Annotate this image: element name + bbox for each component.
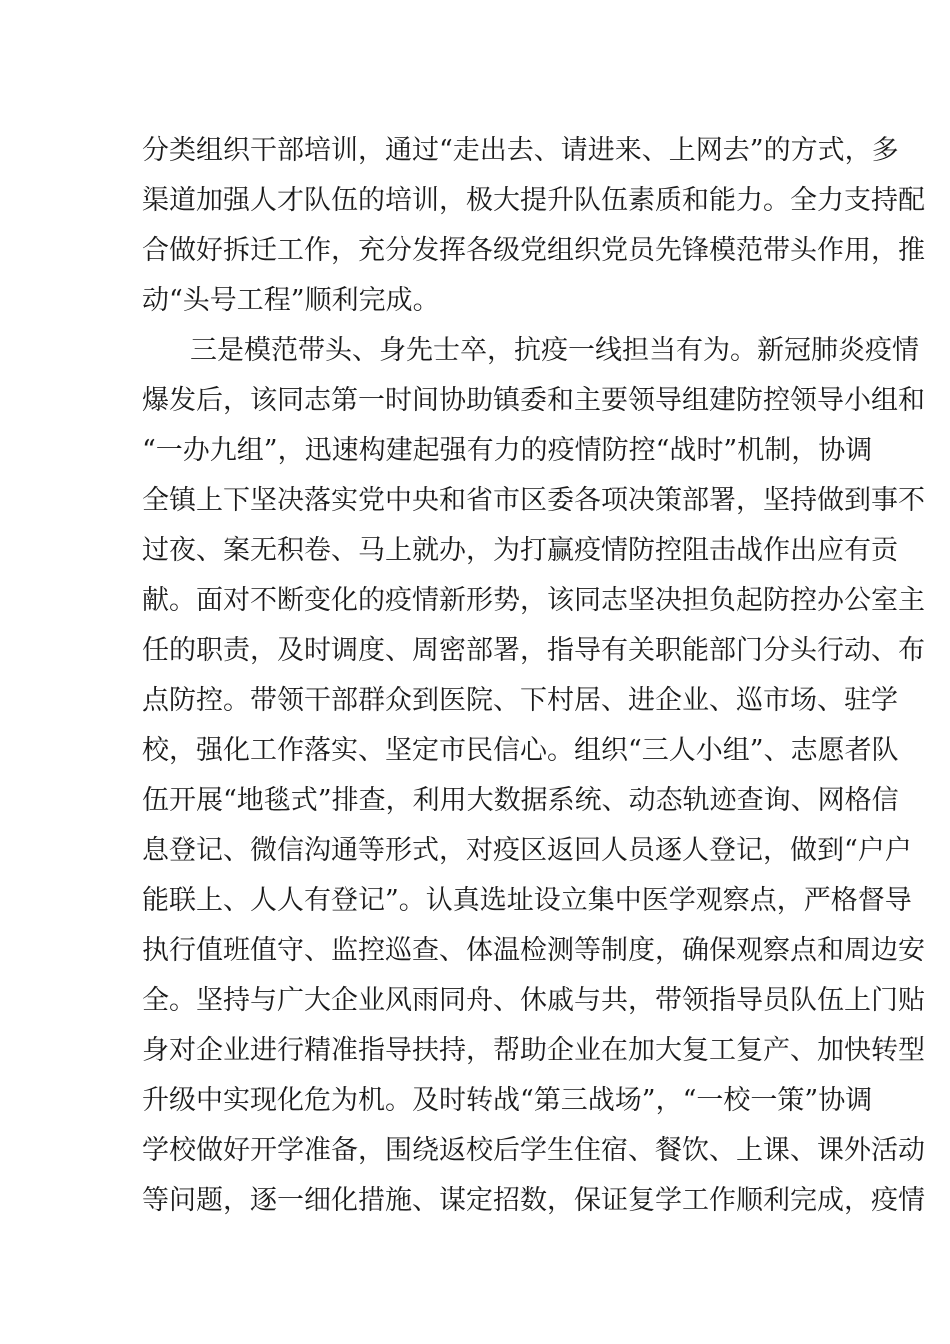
text-line: “一办九组”，迅速构建起强有力的疫情防控“战时”机制，协调 <box>142 435 873 466</box>
text-line: 渠道加强人才队伍的培训，极大提升队伍素质和能力。全力支持配 <box>142 185 925 216</box>
text-line: 过夜、案无积卷、马上就办，为打赢疫情防控阻击战作出应有贡 <box>142 535 898 566</box>
text-line: 息登记、微信沟通等形式，对疫区返回人员逐人登记，做到“户户 <box>142 835 912 866</box>
text-line: 执行值班值守、监控巡查、体温检测等制度，确保观察点和周边安 <box>142 935 925 966</box>
text-line: 身对企业进行精准指导扶持，帮助企业在加大复工复产、加快转型 <box>142 1035 925 1066</box>
text-line: 任的职责，及时调度、周密部署，指导有关职能部门分头行动、布 <box>142 635 925 666</box>
text-line: 点防控。带领干部群众到医院、下村居、进企业、巡市场、驻学 <box>142 685 898 716</box>
text-line: 爆发后，该同志第一时间协助镇委和主要领导组建防控领导小组和 <box>142 385 925 416</box>
text-line: 合做好拆迁工作，充分发挥各级党组织党员先锋模范带头作用，推 <box>142 235 925 266</box>
text-line: 全镇上下坚决落实党中央和省市区委各项决策部署，坚持做到事不 <box>142 485 925 516</box>
text-line: 学校做好开学准备，围绕返校后学生住宿、餐饮、上课、课外活动 <box>142 1135 925 1166</box>
text-line: 献。面对不断变化的疫情新形势，该同志坚决担负起防控办公室主 <box>142 585 925 616</box>
text-line: 能联上、人人有登记”。认真选址设立集中医学观察点，严格督导 <box>142 885 912 916</box>
text-line: 校，强化工作落实、坚定市民信心。组织“三人小组”、志愿者队 <box>142 735 899 766</box>
text-line: 全。坚持与广大企业风雨同舟、休戚与共，带领指导员队伍上门贴 <box>142 985 925 1016</box>
text-line: 动“头号工程”顺利完成。 <box>142 285 440 316</box>
text-line: 伍开展“地毯式”排查，利用大数据系统、动态轨迹查询、网格信 <box>142 785 899 816</box>
text-line: 分类组织干部培训，通过“走出去、请进来、上网去”的方式，多 <box>142 135 899 166</box>
text-line: 升级中实现化危为机。及时转战“第三战场”，“一校一策”协调 <box>142 1085 873 1116</box>
text-line: 等问题，逐一细化措施、谋定招数，保证复学工作顺利完成，疫情 <box>142 1185 925 1216</box>
text-line: 三是模范带头、身先士卒，抗疫一线担当有为。新冠肺炎疫情 <box>190 335 919 366</box>
